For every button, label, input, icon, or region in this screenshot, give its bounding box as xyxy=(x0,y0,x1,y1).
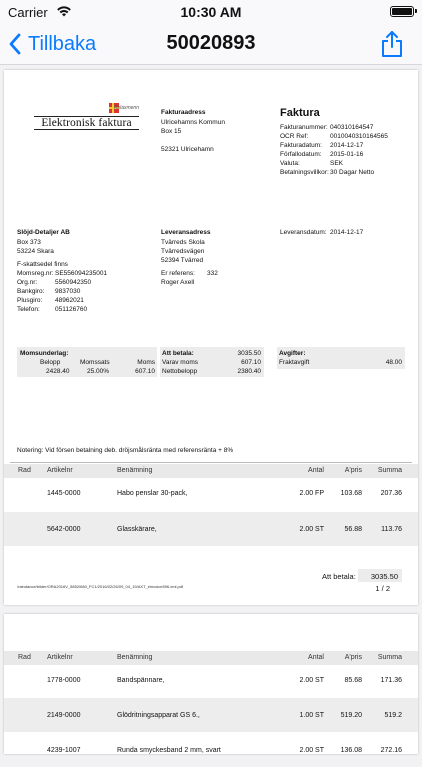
table-cell: 56.88 xyxy=(344,526,362,533)
page-title: 50020893 xyxy=(166,32,256,54)
faktura-address-line: 52321 Ulricehamn xyxy=(161,146,214,153)
seller-kv-value: 5560942350 xyxy=(55,279,92,286)
detail-label: Fakturadatum: xyxy=(280,142,322,149)
table-cell: Habo penslar 30-pack, xyxy=(117,490,188,497)
file-path: /raindance/bilder/ORA2016V_5852/680_FC1/2016/02/26/09_04_19/AXT_einvoice596.xml.pdf xyxy=(17,584,184,589)
delivery-heading: Leveransadress xyxy=(161,229,211,236)
table-header-cell: A'pris xyxy=(344,654,362,661)
detail-value: 2015-01-16 xyxy=(330,151,364,158)
table-cell: 85.68 xyxy=(344,677,362,684)
moms-heading: Momsunderlag: xyxy=(20,350,69,357)
status-bar xyxy=(0,0,422,24)
table-cell: Glasskärare, xyxy=(117,526,157,533)
table-cell: 2.00 ST xyxy=(299,677,324,684)
reference-name: Roger Axell xyxy=(161,279,195,286)
table-cell: 2.00 ST xyxy=(299,526,324,533)
table-cell: 136.08 xyxy=(340,747,362,754)
invoice-logo xyxy=(34,103,139,129)
moms-moms: 607.10 xyxy=(135,368,155,375)
logo-text: Elektronisk faktura xyxy=(34,116,139,130)
table-cell: 1.00 ST xyxy=(299,712,324,719)
back-label: Tillbaka xyxy=(28,32,97,55)
seller-line: Box 373 xyxy=(17,239,41,246)
table-header-cell: Antal xyxy=(308,654,324,661)
seller-kv-value: 48962021 xyxy=(55,297,84,304)
detail-value: SEK xyxy=(330,160,344,167)
fraktavgift-value: 48.00 xyxy=(385,359,402,366)
detail-label: Betalningsvillkor: xyxy=(280,169,329,176)
detail-label: Fakturanummer: xyxy=(280,124,328,131)
carrier-label: Carrier xyxy=(8,5,48,20)
seller-line: 53224 Skara xyxy=(17,248,54,255)
faktura-address-heading: Fakturaadress xyxy=(161,109,206,116)
moms-momssats: 25.00% xyxy=(87,368,110,375)
seller-kv-value: 051126760 xyxy=(55,306,88,313)
table-divider xyxy=(10,462,412,463)
table-cell: Glödritningsapparat GS 6., xyxy=(117,712,200,719)
detail-value: 0010040310164565 xyxy=(330,133,388,140)
table-cell: 272.16 xyxy=(380,747,402,754)
delivery-line: 52394 Tvärred xyxy=(161,257,204,264)
seller-kv-value: 9837030 xyxy=(55,288,81,295)
page-number: 1 / 2 xyxy=(375,584,390,593)
table-cell: 103.68 xyxy=(340,490,362,497)
reference-label: Er referens: xyxy=(161,270,195,277)
nettobelopp-label: Nettobelopp xyxy=(162,368,198,375)
delivery-date-label: Leveransdatum: xyxy=(280,229,327,236)
table-header-cell: A'pris xyxy=(344,467,362,474)
table-cell: 1778-0000 xyxy=(47,677,81,684)
delivery-line: Tvärredsvägen xyxy=(161,248,205,255)
navigation-bar xyxy=(0,24,422,65)
table-header-cell: Summa xyxy=(377,654,402,661)
moms-col-moms: Moms xyxy=(137,359,155,366)
moms-col-momssats: Momssats xyxy=(80,359,110,366)
nettobelopp-value: 2380.40 xyxy=(237,368,261,375)
table-header-cell: Summa xyxy=(377,467,402,474)
detail-value: 2014-12-17 xyxy=(330,142,364,149)
detail-value: 30 Dagar Netto xyxy=(330,169,375,176)
table-cell: 2149-0000 xyxy=(47,712,81,719)
seller-kv-label: Momsreg.nr: xyxy=(17,270,54,277)
fraktavgift-label: Fraktavgift xyxy=(279,359,310,366)
seller-kv-label: Bankgiro: xyxy=(17,288,45,295)
table-header-cell: Artikelnr xyxy=(47,654,73,661)
table-cell: 113.76 xyxy=(381,526,402,533)
table-cell: 2.00 ST xyxy=(299,747,324,754)
payment-note: Notering: Vid försen betalning deb. dröjsmålsränta med referensränta + 8% xyxy=(17,447,234,454)
table-header-cell: Rad xyxy=(18,654,31,661)
table-cell: 171.36 xyxy=(380,677,402,684)
table-header-cell: Rad xyxy=(18,467,31,474)
varav-moms-label: Varav moms xyxy=(162,359,198,366)
table-cell: 207.36 xyxy=(380,490,402,497)
avgifter-heading: Avgifter: xyxy=(279,350,306,357)
varav-moms-value: 607.10 xyxy=(241,359,261,366)
moms-col-belopp: Belopp xyxy=(40,359,61,366)
faktura-address-line: Ulricehamns Kommun xyxy=(161,119,225,126)
table-cell: 1445-0000 xyxy=(47,490,81,497)
table-header-cell: Benämning xyxy=(117,467,153,474)
share-icon[interactable] xyxy=(380,30,404,58)
invoice-title: Faktura xyxy=(280,107,320,119)
seller-kv-label: Telefon: xyxy=(17,306,40,313)
seller-kv-value: SE556094235001 xyxy=(55,270,108,277)
seller-kv-label: Org.nr: xyxy=(17,279,38,286)
att-betala-heading: Att betala: xyxy=(162,350,194,357)
faktura-address-line: Box 15 xyxy=(161,128,182,135)
table-cell: 2.00 FP xyxy=(299,490,324,497)
detail-label: Förfallodatum: xyxy=(280,151,322,158)
seller-line: F-skattsedel finns xyxy=(17,261,68,268)
delivery-date-value: 2014-12-17 xyxy=(330,229,364,236)
seller-kv-label: Plusgiro: xyxy=(17,297,43,304)
footer-total-value: 3035.50 xyxy=(370,572,398,581)
table-cell: 5642-0000 xyxy=(47,526,81,533)
table-cell: Bandspännare, xyxy=(117,677,165,684)
table-cell: 519.2 xyxy=(384,712,402,719)
table-cell: 4239-1007 xyxy=(47,747,81,754)
table-cell: 519.20 xyxy=(340,712,362,719)
seller-name: Slöjd-Detaljer AB xyxy=(17,229,70,236)
table-cell: Runda smyckesband 2 mm, svart xyxy=(117,747,221,754)
battery-icon xyxy=(390,6,414,17)
moms-belopp: 2428.40 xyxy=(46,368,70,375)
clock: 10:30 AM xyxy=(180,4,242,20)
detail-label: OCR Ref: xyxy=(280,133,309,140)
table-header-cell: Antal xyxy=(308,467,324,474)
table-header-cell: Artikelnr xyxy=(47,467,73,474)
delivery-line: Tvärreds Skola xyxy=(161,239,205,246)
detail-label: Valuta: xyxy=(280,160,300,167)
footer-total-label: Att betala: xyxy=(322,572,356,581)
detail-value: 040310164547 xyxy=(330,124,374,131)
reference-value: 332 xyxy=(207,270,218,277)
att-betala-total: 3035.50 xyxy=(237,350,261,357)
table-header-cell: Benämning xyxy=(117,654,153,661)
logo-brand: Relaxmenn xyxy=(113,105,139,111)
